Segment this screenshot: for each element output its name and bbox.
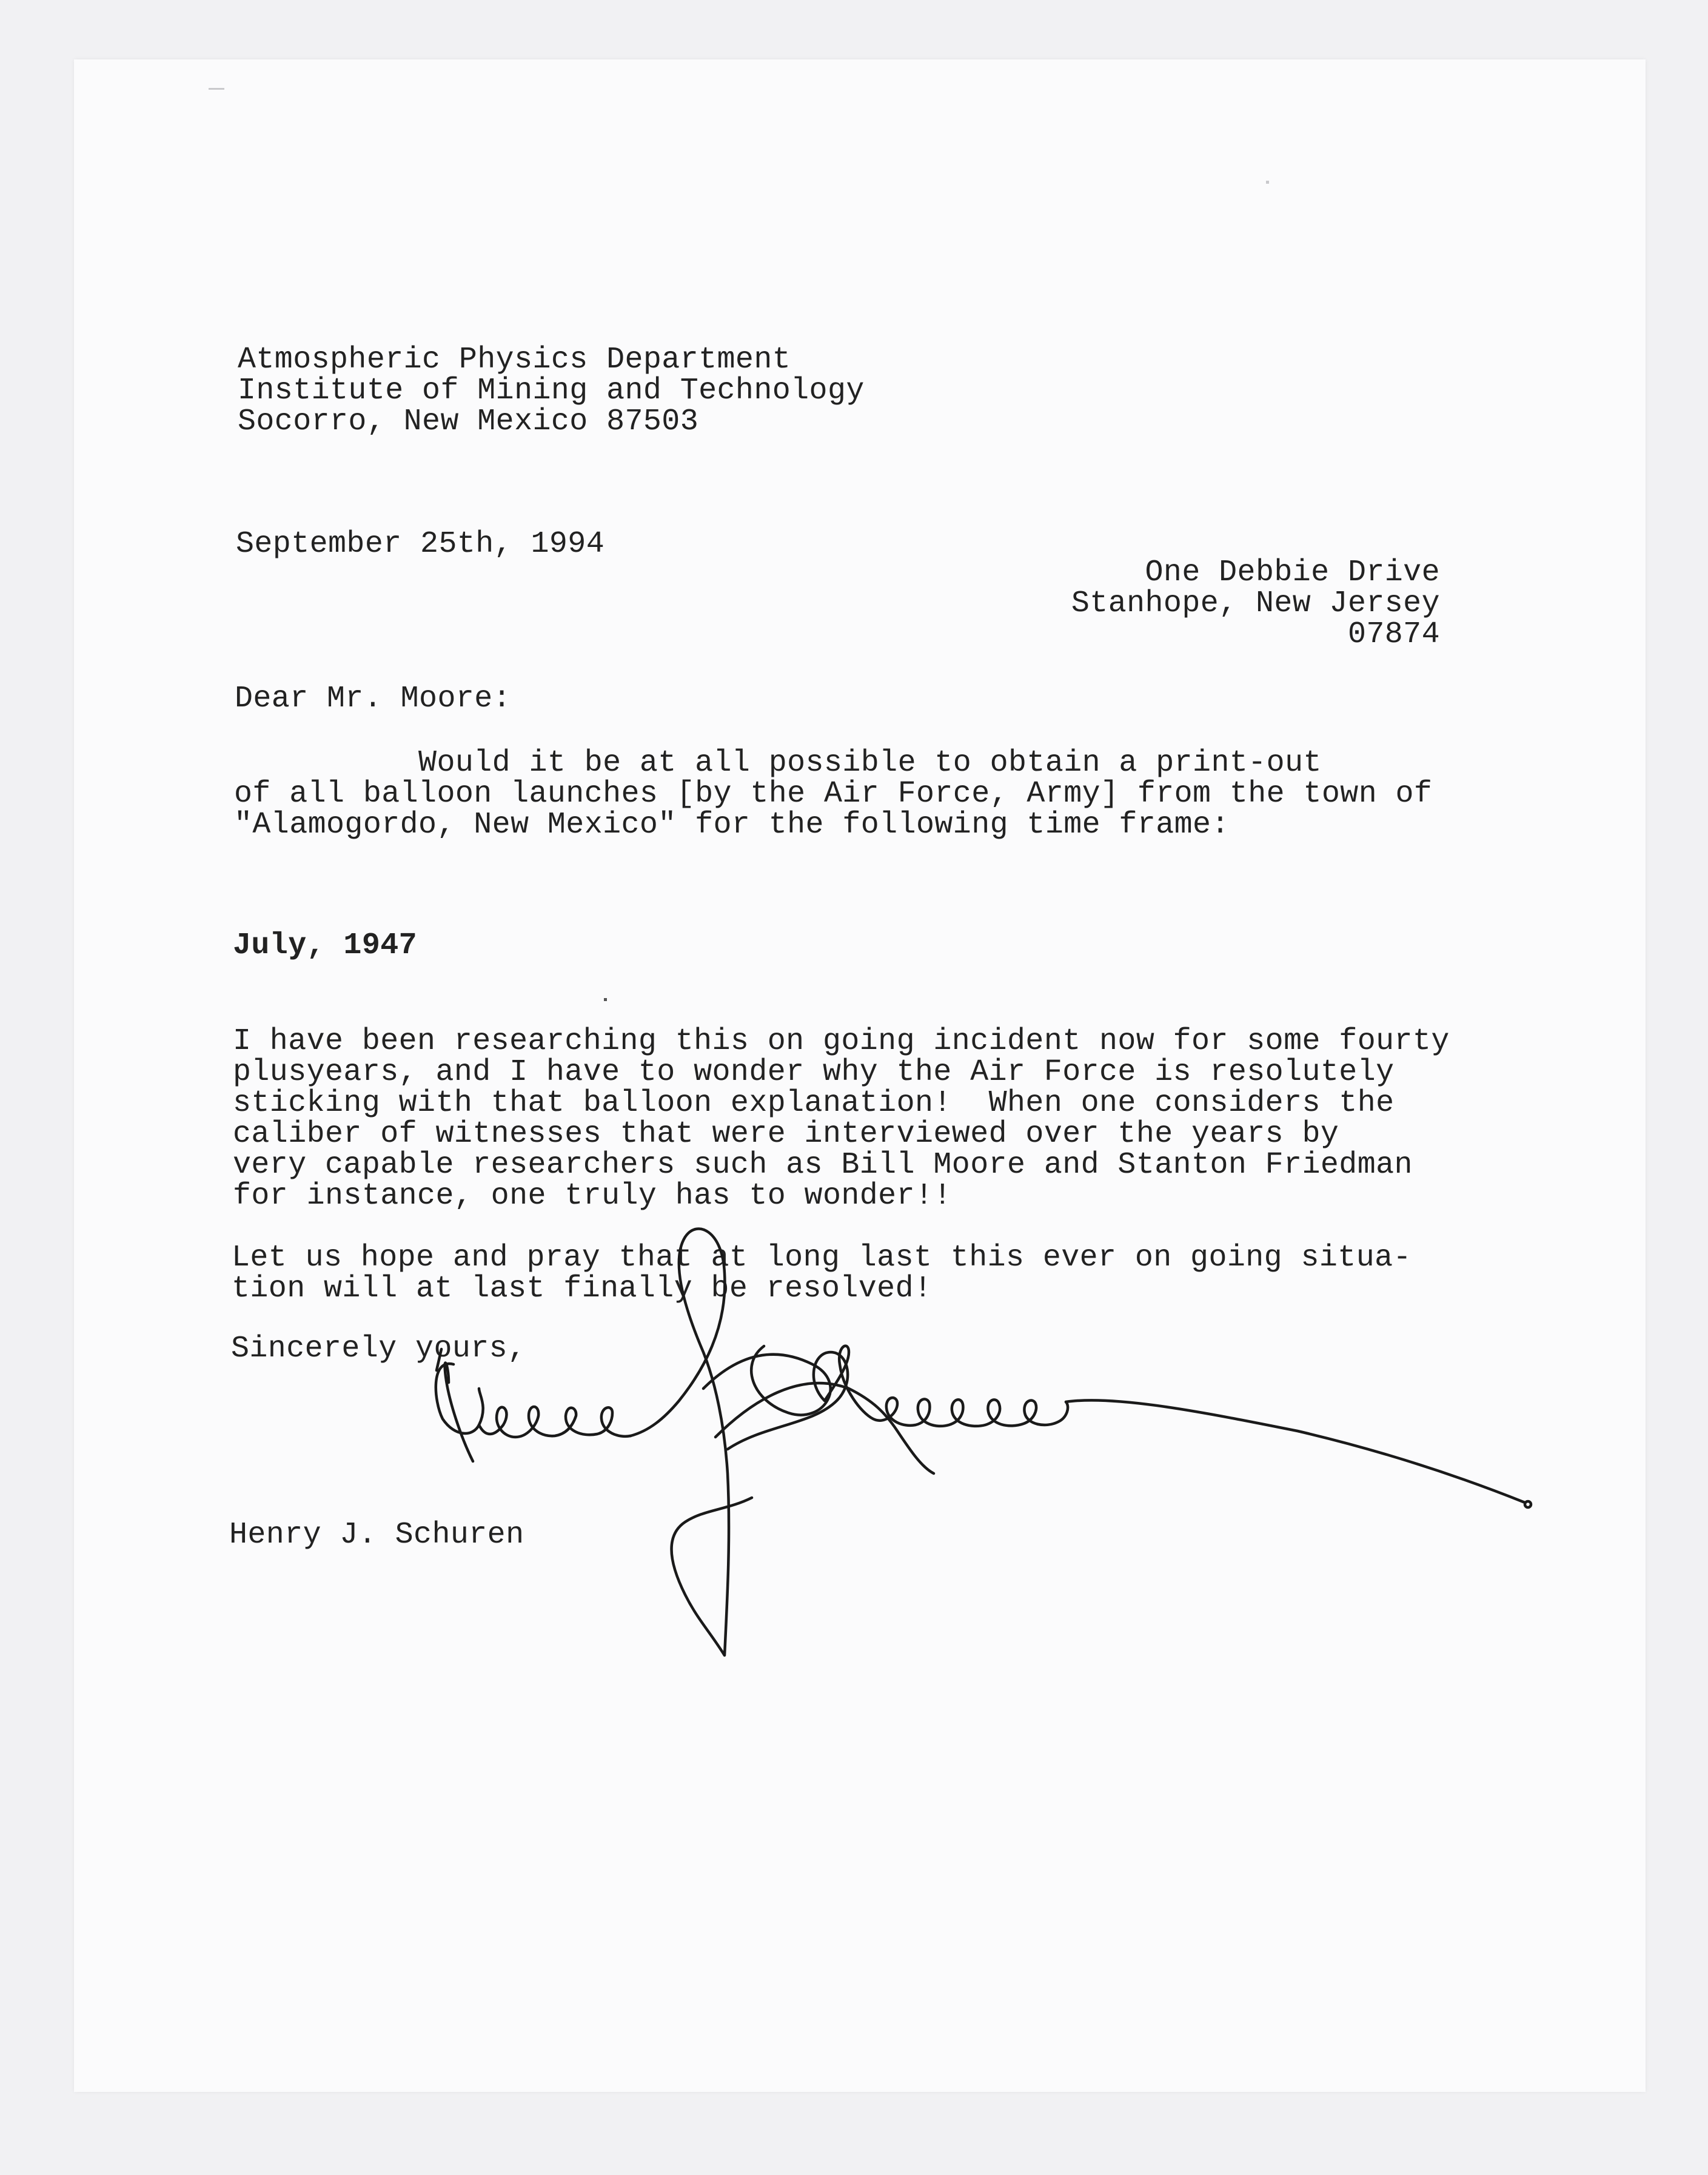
recipient-line-1: Atmospheric Physics Department <box>238 343 791 377</box>
sender-line-1: One Debbie Drive <box>1145 555 1440 590</box>
handwritten-signature <box>388 1170 1708 1716</box>
recipient-line-2: Institute of Mining and Technology <box>238 374 865 408</box>
page-mark <box>1266 181 1269 184</box>
closing: Sincerely yours, <box>231 1332 526 1366</box>
letter-date: September 25th, 1994 <box>236 527 605 561</box>
sender-line-2: Stanhope, New Jersey <box>1071 586 1440 621</box>
paragraph-line: plusyears, and I have to wonder why the Air Force is resolutely <box>233 1055 1395 1090</box>
time-frame: July, 1947 <box>233 928 418 963</box>
sender-line-3: 07874 <box>1347 617 1440 652</box>
paragraph-line: tion will at last finally be resolved! <box>232 1272 933 1306</box>
paragraph-line: I have been researching this on going incident now for some fourty <box>233 1024 1450 1059</box>
paragraph-line: very capable researchers such as Bill Moore and Stanton Friedman <box>233 1148 1413 1182</box>
page-mark <box>209 88 224 90</box>
signer-name: Henry J. Schuren <box>229 1518 524 1552</box>
paragraph-line: "Alamogordo, New Mexico" for the following time frame: <box>234 808 1230 842</box>
paragraph-line: of all balloon launches [by the Air Force, Army] from the town of <box>234 777 1433 811</box>
salutation: Dear Mr. Moore: <box>235 682 512 716</box>
paragraph-line: Would it be at all possible to obtain a print-out <box>234 746 1322 780</box>
paragraph-line: for instance, one truly has to wonder!! <box>233 1179 952 1213</box>
paragraph-line: sticking with that balloon explanation! When one considers the <box>233 1086 1395 1121</box>
paragraph-line: Let us hope and pray that at long last this ever on going situa- <box>232 1241 1412 1275</box>
paragraph-line: caliber of witnesses that were interviewed over the years by <box>233 1117 1339 1151</box>
page-mark <box>604 998 607 1001</box>
recipient-line-3: Socorro, New Mexico 87503 <box>238 404 699 439</box>
